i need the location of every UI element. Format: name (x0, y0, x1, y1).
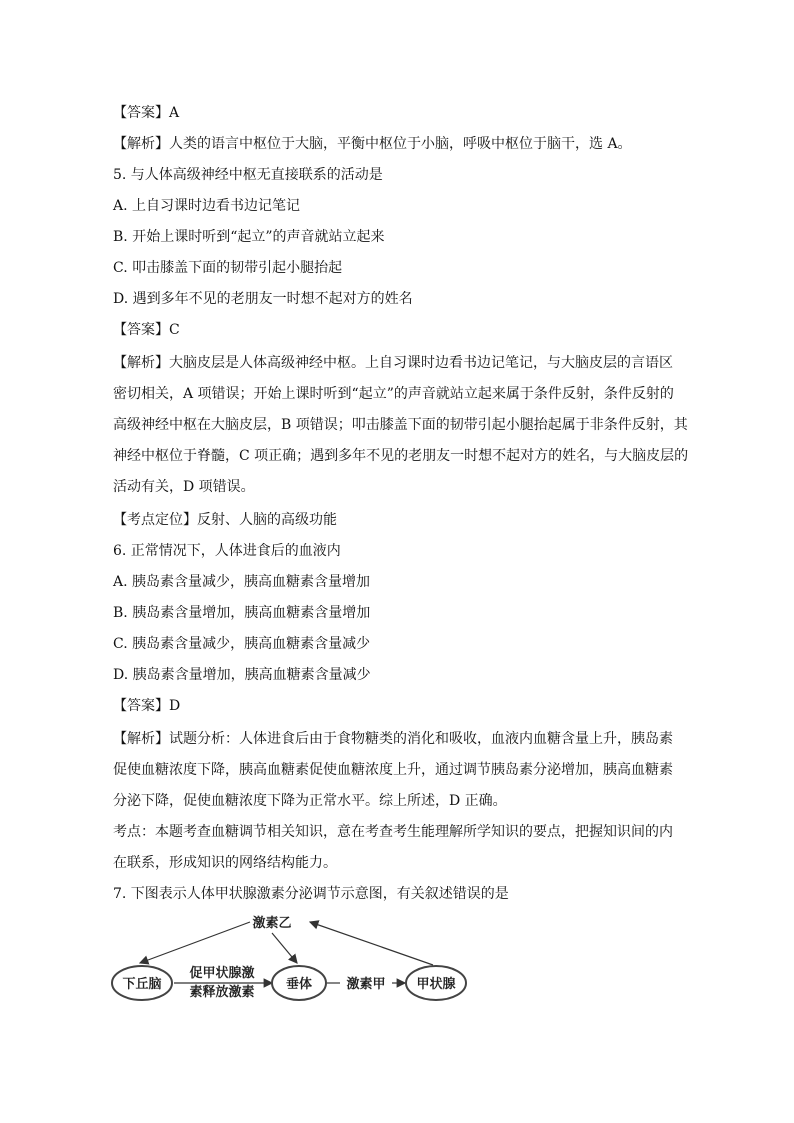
analysis-5-line-3: 高级神经中枢在大脑皮层，B 项错误；叩击膝盖下面的韧带引起小腿抬起属于非条件反射，其 (113, 417, 688, 433)
answer-4: 【答案】A (113, 105, 180, 121)
hormone-a-label: 激素甲 (346, 977, 386, 992)
analysis-4: 【解析】人类的语言中枢位于大脑，平衡中枢位于小脑，呼吸中枢位于脑干，选 A。 (113, 136, 632, 152)
analysis-6-line-3: 分泌下降，促使血糖浓度下降为正常水平。综上所述，D 正确。 (113, 793, 507, 809)
thyroid-to-hormone-b-arrow (310, 922, 433, 965)
thyroid-label: 甲状腺 (416, 977, 456, 992)
q6-option-b: B. 胰岛素含量增加，胰高血糖素含量增加 (113, 605, 371, 621)
analysis-5-line-4: 神经中枢位于脊髓，C 项正确；遇到多年不见的老朋友一时想不起对方的姓名，与大脑皮层的 (113, 448, 689, 464)
question-7: 7. 下图表示人体甲状腺激素分泌调节示意图，有关叙述错误的是 (113, 886, 509, 902)
analysis-6-line-2: 促使血糖浓度下降，胰高血糖素促使血糖浓度上升，通过调节胰岛素分泌增加，胰高血糖素 (113, 762, 673, 778)
q6-option-a: A. 胰岛素含量减少，胰高血糖素含量增加 (113, 574, 371, 590)
analysis-5-line-5: 活动有关，D 项错误。 (113, 479, 255, 495)
test-point-6-line-1: 考点：本题考查血糖调节相关知识，意在考查考生能理解所学知识的要点，把握知识间的内 (113, 824, 673, 840)
q5-option-c: C. 叩击膝盖下面的韧带引起小腿抬起 (113, 260, 343, 276)
question-6: 6. 正常情况下，人体进食后的血液内 (113, 543, 341, 559)
analysis-5-line-1: 【解析】大脑皮层是人体高级神经中枢。上自习课时边看书边记笔记，与大脑皮层的言语区 (113, 355, 673, 371)
key-point-5: 【考点定位】反射、人脑的高级功能 (113, 512, 337, 528)
q5-option-b: B. 开始上课时听到“起立”的声音就站立起来 (113, 229, 385, 245)
q6-option-c: C. 胰岛素含量减少，胰高血糖素含量减少 (113, 636, 371, 652)
hypothalamus-label: 下丘脑 (122, 977, 162, 992)
q6-option-d: D. 胰岛素含量增加，胰高血糖素含量减少 (113, 667, 371, 683)
hormone-b-label: 激素乙 (252, 916, 292, 931)
pituitary-label: 垂体 (285, 977, 313, 992)
q5-option-d: D. 遇到多年不见的老朋友一时想不起对方的姓名 (113, 291, 413, 307)
test-point-6-line-2: 在联系，形成知识的网络结构能力。 (113, 855, 337, 871)
question-5: 5. 与人体高级神经中枢无直接联系的活动是 (113, 167, 383, 183)
q5-option-a: A. 上自习课时边看书边记笔记 (113, 198, 301, 214)
analysis-6-line-1: 【解析】试题分析：人体进食后由于食物糖类的消化和吸收，血液内血糖含量上升，胰岛素 (113, 731, 673, 747)
answer-5: 【答案】C (113, 322, 180, 338)
trh-label-line-2: 素释放激素 (189, 985, 255, 1000)
answer-6: 【答案】D (113, 698, 181, 714)
feedback-arrow-pituitary (272, 933, 297, 963)
thyroid-regulation-diagram (100, 905, 480, 1020)
analysis-5-line-2: 密切相关，A 项错误；开始上课时听到“起立”的声音就站立起来属于条件反射，条件反射的 (113, 386, 674, 402)
trh-label-line-1: 促甲状腺激 (189, 966, 255, 981)
feedback-arrow-hypothalamus (140, 922, 250, 963)
